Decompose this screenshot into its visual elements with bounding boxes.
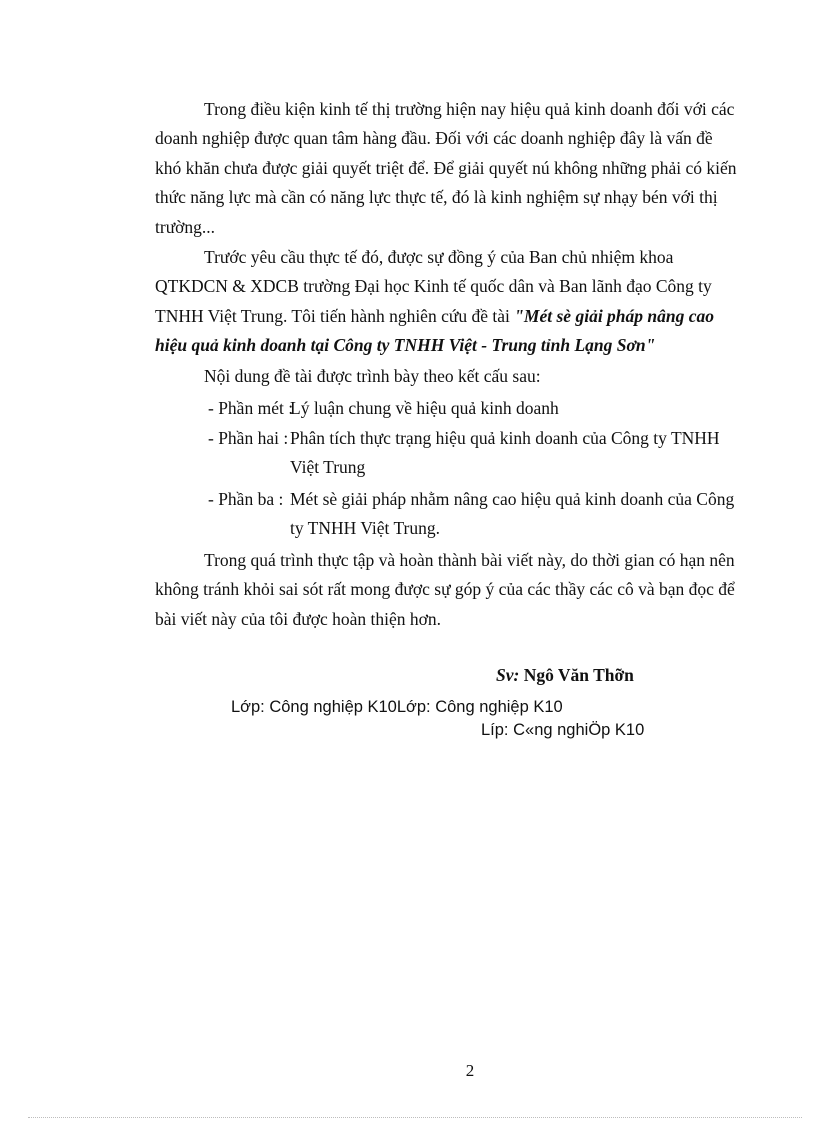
paragraph-2-line-3	[155, 305, 714, 327]
paragraph-1-line-3: khó khăn chưa được giải quyết triệt để. Để giải quyết nú không những phải có kiến	[155, 158, 737, 178]
signature-name: Ngô Văn Thỡn	[519, 665, 634, 685]
paragraph-3-line-1: Trong quá trình thực tập và hoàn thành bài viết này, do thời gian có hạn nên	[204, 550, 735, 570]
thesis-title-part-1: "Mét sè giải pháp nâng cao	[514, 306, 715, 326]
page-number: 2	[465, 1061, 475, 1080]
signature-prefix: Sv:	[496, 665, 520, 685]
paragraph-1-line-4: thức năng lực mà cần có năng lực thực tế, đó là kinh nghiệm sự nhạy bén với thị	[155, 187, 718, 207]
part-2-text-continued: Việt Trung	[290, 457, 366, 477]
part-1-label: - Phần mét :	[208, 398, 294, 418]
paragraph-2-line-1: Trước yêu cầu thực tế đó, được sự đồng ý của Ban chủ nhiệm khoa	[204, 247, 674, 267]
part-2-label: - Phần hai :	[208, 428, 289, 448]
paragraph-1-line-1: Trong điều kiện kinh tế thị trường hiện nay hiệu quả kinh doanh đối với các	[204, 99, 735, 119]
class-line-2: Líp: C«ng nghiÖp K10	[481, 721, 645, 739]
paragraph-2-line-2: QTKDCN & XDCB trường Đại học Kinh tế quốc dân và Ban lãnh đạo Công ty	[155, 276, 712, 296]
paragraph-3-line-2: không tránh khỏi sai sót rất mong được sự góp ý của các thầy các cô và bạn đọc để	[155, 579, 735, 599]
part-3-text-continued: ty TNHH Việt Trung.	[290, 518, 440, 538]
part-3-label: - Phần ba :	[208, 489, 284, 509]
part-3-text: Mét sè giải pháp nhằm nâng cao hiệu quả kinh doanh của Công	[290, 489, 735, 509]
paragraph-1-line-5: trường...	[155, 217, 216, 237]
paragraph-1-line-2: doanh nghiệp được quan tâm hàng đầu. Đối với các doanh nghiệp đây là vấn đề	[155, 128, 713, 148]
paragraph-3-line-3: bài viết này của tôi được hoàn thiện hơn.	[155, 609, 442, 629]
part-2-text: Phân tích thực trạng hiệu quả kinh doanh của Công ty TNHH	[290, 428, 720, 448]
paragraph-2-line-3-text: TNHH Việt Trung. Tôi tiến hành nghiên cứu đề tài	[155, 306, 515, 326]
part-1-text: Lý luận chung về hiệu quả kinh doanh	[290, 398, 559, 418]
class-line-1: Lớp: Công nghiệp K10Lớp: Công nghiệp K10	[231, 698, 563, 716]
thesis-title-part-2: hiệu quả kinh doanh tại Công ty TNHH Việt - Trung tỉnh Lạng Sơn"	[155, 335, 656, 355]
signature	[496, 664, 634, 686]
page-bottom-rule	[28, 1117, 802, 1118]
structure-intro: Nội dung đề tài được trình bày theo kết cấu sau:	[204, 366, 541, 386]
